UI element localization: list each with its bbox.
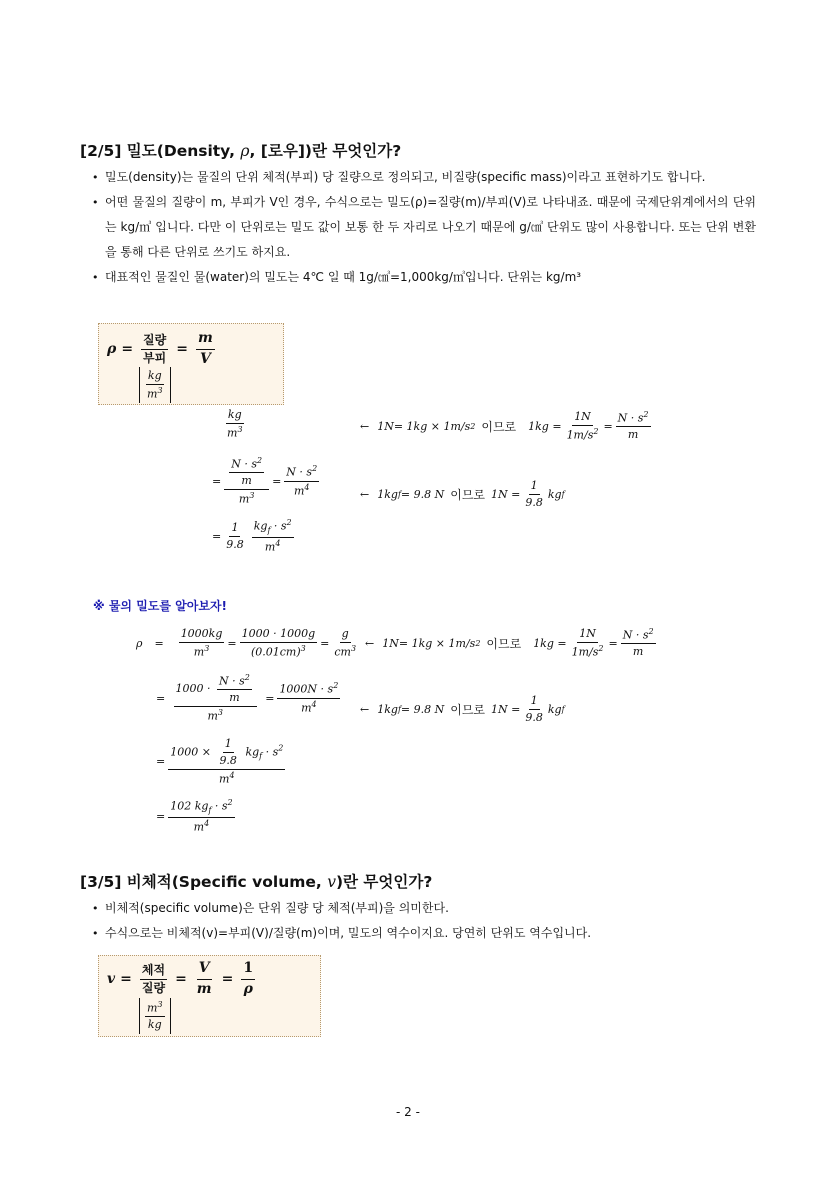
ns2-over-m4 (284, 464, 319, 498)
denominator (237, 490, 257, 506)
denominator (192, 818, 212, 834)
denominator (225, 424, 245, 440)
numerator (616, 410, 651, 427)
subscript: f (397, 704, 401, 714)
numerator (145, 1000, 165, 1017)
numerator: 1 (223, 737, 234, 753)
equals-sign: = (212, 529, 222, 543)
numerator (621, 627, 656, 644)
coefficient: 1000 × (170, 745, 211, 759)
kg-equals: 1kg = (528, 419, 562, 433)
exponent: 3 (204, 643, 210, 653)
inner-fraction (229, 456, 264, 488)
den-text: m (264, 540, 276, 554)
denominator: m (627, 428, 639, 442)
v-over-m (195, 960, 214, 998)
numerator: g (340, 627, 351, 643)
num-rest: · s (270, 519, 287, 533)
coefficient: 1000 · (175, 682, 211, 696)
water-row-3 (156, 737, 288, 786)
num-rest: · s (262, 745, 279, 759)
heading-symbol: ρ (240, 142, 250, 160)
exponent: 3 (157, 385, 163, 395)
derivation-row-3 (212, 518, 297, 554)
kgf-value: = 9.8 N (400, 702, 445, 716)
compound-fraction (224, 456, 269, 507)
exponent: 2 (256, 456, 263, 465)
denominator (192, 643, 212, 659)
exponent: 4 (229, 770, 235, 780)
denominator: m (229, 691, 240, 705)
derivation-note-1 (360, 410, 654, 442)
kgf-text: kg (547, 487, 562, 501)
therefore-text: 이므로 (450, 702, 486, 717)
denominator (570, 643, 606, 659)
numerator: 1N (577, 627, 598, 643)
left-arrow: ← (360, 487, 370, 501)
density-formula-box (98, 323, 284, 405)
subscript: f (259, 751, 263, 761)
heading-text: [3/5] 비체적(Specific volume, (80, 873, 328, 891)
section-3-bullets (88, 896, 756, 946)
1000ns2-over-m4 (277, 681, 340, 715)
den-text: m (227, 426, 238, 440)
102kgf-s2-over-m4 (168, 798, 234, 834)
g-over-cm3 (332, 627, 358, 659)
numerator: 1000kg (179, 627, 225, 643)
den-text: m (301, 701, 312, 715)
ns2-over-m (621, 627, 656, 659)
denominator: m (196, 980, 212, 997)
exponent: 3 (350, 643, 357, 653)
numerator (277, 681, 340, 698)
numerator: 1 (229, 521, 240, 537)
unit-den: m (147, 387, 158, 401)
numerator: V (197, 960, 212, 980)
newton-definition: 1N= 1kg × 1m/s (382, 636, 476, 650)
numerator: 체적 (140, 963, 167, 980)
equals-sign: = (176, 341, 188, 357)
numerator: kg (146, 369, 164, 385)
numerator: kg (226, 408, 244, 424)
kg-over-m3 (225, 408, 245, 440)
heading-text: , [로우])란 무엇인가? (249, 142, 402, 160)
bullet-item: • 어떤 물질의 질량이 m, 부피가 V인 경우, 수식으로는 밀도(ρ)=질량(m)/부피(V)로 나타내죠. 때문에 국제단위계에서의 단위는 kg/㎥ 입니다. 다만 이 단위로는 밀도 값이 보통 한 두 자리로 나오기 때문에 g/㎤ 단위도 많이 사용합니다. 또는 단위 변환을 통해 다른 단위로 쓰기도 하지요. (88, 190, 756, 265)
exponent: 3 (217, 708, 223, 718)
section-2-bullets (88, 165, 756, 290)
denominator: V (199, 350, 211, 367)
equals-sign: = (272, 474, 282, 488)
exponent: 3 (300, 643, 306, 653)
one-over-9-8 (523, 694, 545, 725)
exponent: 4 (304, 482, 310, 492)
numerator: 1000 · 1000g (240, 627, 318, 643)
denominator (205, 707, 225, 723)
v-symbol: v (107, 971, 116, 987)
n-over-ms2 (570, 627, 606, 659)
denominator: ρ (243, 980, 253, 997)
equals-sign: = (265, 691, 275, 705)
subscript: f (267, 525, 271, 535)
section-2-heading (80, 139, 401, 161)
den-text: cm (334, 645, 351, 659)
water-density-note: ※ 물의 밀도를 알아보자! (93, 599, 228, 613)
den-text: 1m/s (566, 428, 594, 442)
denominator (299, 699, 319, 715)
kgf-text: kg (245, 745, 260, 759)
den-text: m (238, 492, 250, 506)
exponent: 4 (311, 699, 317, 709)
equals-sign: = (154, 636, 164, 650)
subscript: f (208, 805, 212, 815)
specific-volume-formula-box (98, 955, 321, 1037)
den-text: 1m/s (571, 645, 599, 659)
one-over-9-8 (217, 737, 239, 768)
n-over-ms2 (565, 410, 601, 442)
1000kg-over-m3 (179, 627, 225, 659)
numerator (168, 798, 234, 818)
exponent: 2 (227, 798, 233, 807)
bullet-item: • 비체적(specific volume)은 단위 질량 당 체적(부피)을 의미한다. (88, 896, 756, 921)
rho-symbol: ρ (136, 636, 143, 650)
equals-sign: = (320, 636, 330, 650)
unit-fraction (145, 1000, 165, 1032)
den-text: m (193, 820, 205, 834)
num-text: N · s (622, 628, 649, 642)
equals-sign: = (175, 971, 187, 987)
newton-definition: 1N= 1kg × 1m/s (377, 419, 471, 433)
rho-symbol: ρ (107, 341, 117, 357)
therefore-text: 이므로 (450, 487, 486, 502)
unit-bracket (139, 998, 171, 1034)
numerator (174, 673, 257, 707)
n-equals: 1N = (491, 487, 521, 501)
heading-text: [2/5] 밀도(Density, (80, 142, 241, 160)
den-text: m (219, 772, 230, 786)
denominator (217, 770, 237, 786)
exponent: 4 (275, 538, 281, 548)
equals-sign: = (212, 474, 222, 488)
num-text: N · s (231, 457, 257, 471)
bullet-item: • 수식으로는 비체적(v)=부피(V)/질량(m)이며, 밀도의 역수이지요. 당연히 단위도 역수입니다. (88, 921, 756, 946)
subscript: f (561, 489, 565, 499)
exponent: 2 (643, 410, 649, 419)
water-row-1 (136, 627, 659, 659)
denominator (263, 538, 283, 554)
kgf-text: 1kg (377, 702, 398, 716)
equals-sign: = (120, 971, 132, 987)
exponent: 3 (157, 1000, 163, 1009)
page-number: - 2 - (396, 1105, 420, 1119)
exponent: 2 (333, 681, 339, 691)
derivation-row-2 (212, 456, 322, 507)
exponent: 2 (593, 426, 599, 436)
volume-over-mass-ko (140, 963, 167, 996)
therefore-text: 이므로 (481, 419, 517, 434)
ns2-over-m (616, 410, 651, 442)
numerator: 질량 (141, 333, 168, 350)
denominator: 9.8 (219, 753, 237, 767)
bullet-item: • 밀도(density)는 물질의 단위 체적(부피) 당 질량으로 정의되고, 비질량(specific mass)이라고 표현하기도 합니다. (88, 165, 756, 190)
water-note-2 (360, 694, 565, 725)
compound-fraction (168, 737, 285, 786)
derivation-row-1 (222, 408, 248, 440)
numerator (217, 673, 252, 690)
equals-sign: = (227, 636, 237, 650)
left-arrow: ← (365, 636, 375, 650)
exponent: 2 (648, 627, 654, 636)
exponent: 2 (286, 518, 292, 527)
mass-over-volume-ko (141, 333, 168, 366)
denominator: 9.8 (525, 710, 543, 724)
gram-conversion (240, 627, 318, 659)
numerator: 1 (529, 479, 540, 495)
denominator: 9.8 (226, 537, 244, 551)
exponent: 2 (475, 638, 481, 648)
num-text: 102 kg (170, 799, 209, 813)
equals-sign: = (608, 636, 618, 650)
den-text: m (293, 484, 305, 498)
num-text: N · s (286, 466, 313, 480)
equals-sign: = (603, 419, 613, 433)
water-row-2 (156, 673, 343, 724)
denominator (145, 385, 165, 401)
exponent: 2 (598, 643, 604, 653)
num-text: N · s (219, 674, 245, 688)
m-over-v (196, 330, 215, 368)
subscript: f (561, 704, 565, 714)
denominator: m (241, 474, 252, 488)
numerator (229, 456, 264, 473)
denominator (292, 482, 312, 498)
num-text: N · s (617, 411, 644, 425)
left-arrow: ← (360, 702, 370, 716)
exponent: 4 (204, 818, 210, 828)
subscript: f (397, 489, 401, 499)
therefore-text: 이므로 (486, 636, 522, 651)
numerator (252, 518, 294, 538)
section-3-heading (80, 870, 432, 892)
kgf-s2-over-m4 (252, 518, 294, 554)
denominator: m (632, 645, 644, 659)
unit-fraction (145, 369, 165, 401)
heading-text: )란 무엇인가? (335, 873, 433, 891)
derivation-note-2 (360, 479, 565, 510)
unit-bracket (139, 367, 171, 403)
denominator (565, 426, 601, 442)
kgf-text: 1kg (377, 487, 398, 501)
one-over-rho (241, 960, 255, 998)
numerator: m (196, 330, 215, 350)
numerator (168, 737, 285, 770)
numerator (284, 464, 319, 481)
num-text: 1000N · s (279, 683, 334, 697)
exponent: 2 (244, 673, 250, 682)
denominator: 부피 (143, 350, 167, 365)
numerator: 1 (241, 960, 255, 980)
num-rest: · s (211, 799, 228, 813)
denominator: 9.8 (525, 495, 543, 509)
equals-sign: = (156, 754, 166, 768)
left-arrow: ← (360, 419, 370, 433)
den-text: m (193, 645, 205, 659)
denominator (332, 643, 358, 659)
num-text: m (147, 1001, 158, 1015)
den-text: (0.01cm) (250, 645, 301, 659)
exponent: 2 (312, 464, 318, 474)
denominator (249, 643, 308, 659)
num-text: kg (253, 519, 268, 533)
exponent: 2 (470, 421, 476, 431)
equals-sign: = (121, 341, 134, 357)
kg-equals: 1kg = (533, 636, 567, 650)
equals-sign: = (156, 691, 166, 705)
one-over-9-8 (224, 521, 246, 552)
exponent: 3 (249, 491, 255, 501)
numerator: 1N (572, 410, 593, 426)
water-row-4 (156, 798, 238, 834)
equals-sign: = (221, 971, 234, 987)
n-equals: 1N = (491, 702, 521, 716)
one-over-9-8 (523, 479, 545, 510)
equals-sign: = (156, 809, 166, 823)
numerator: 1 (529, 694, 540, 710)
inner-fraction (217, 673, 252, 705)
bullet-item: • 대표적인 물질인 물(water)의 밀도는 4℃ 일 때 1g/㎤=1,000kg/㎥입니다. 단위는 kg/m³ (88, 265, 756, 290)
exponent: 3 (237, 424, 243, 434)
compound-fraction (168, 673, 262, 724)
heading-symbol: v (327, 873, 336, 891)
denominator: 질량 (141, 980, 166, 995)
den-text: m (207, 709, 218, 723)
kgf-value: = 9.8 N (400, 487, 445, 501)
denominator: kg (147, 1018, 162, 1032)
numerator (224, 456, 269, 490)
exponent: 2 (278, 743, 284, 753)
kgf-text: kg (547, 702, 562, 716)
